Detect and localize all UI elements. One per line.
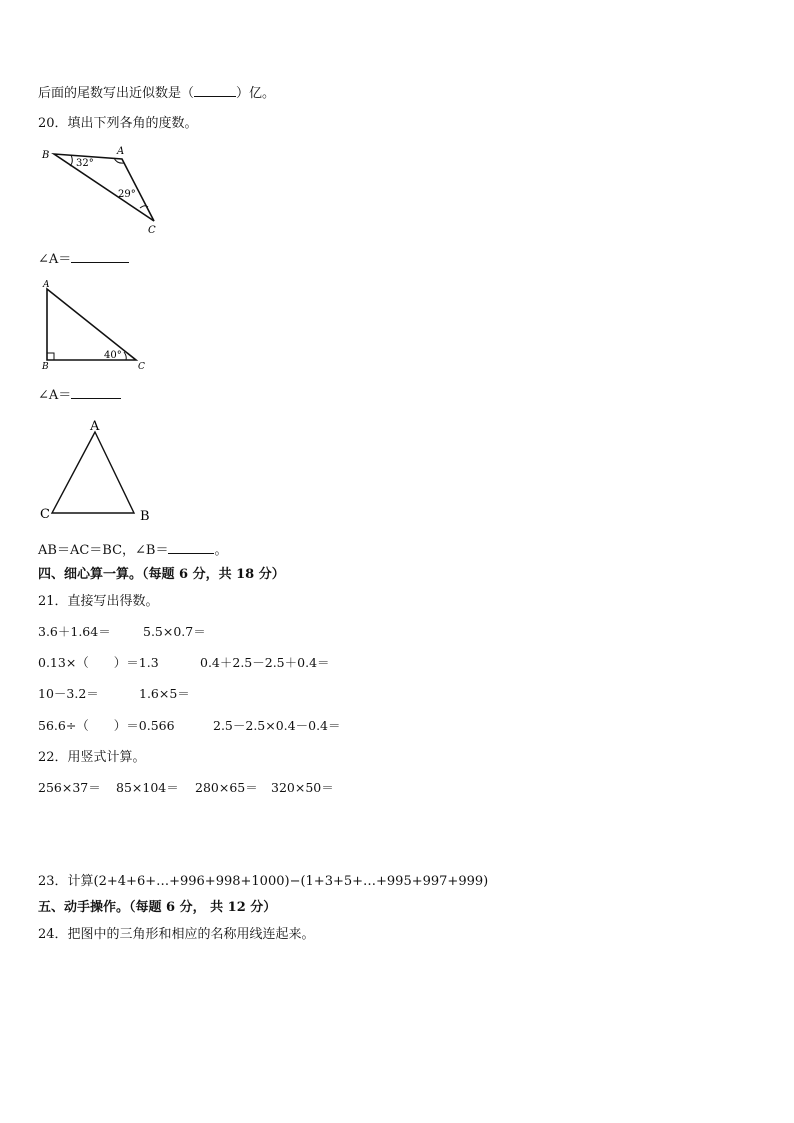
tri3-answer-label: AB＝AC＝BC，∠B＝ <box>38 543 169 558</box>
q24-text: 24．把图中的三角形和相应的名称用线连起来。 <box>38 927 315 942</box>
triangle-1-label-b: B <box>42 150 50 161</box>
triangle-2-label-c: C <box>138 362 145 372</box>
q21-item: 10－3.2＝ <box>38 686 99 701</box>
top-line <box>38 84 275 102</box>
triangle-2-right-angle <box>47 353 54 360</box>
triangle-3-label-b: B <box>140 509 150 524</box>
q22-item: 280×65＝ <box>195 780 258 795</box>
q21-item: 1.6×5＝ <box>139 686 190 701</box>
tri1-answer <box>38 250 129 268</box>
q21-title: 21．直接写出得数。 <box>38 594 159 609</box>
answer-blank[interactable] <box>194 84 236 97</box>
q21-item: 0.4＋2.5－2.5＋0.4＝ <box>200 655 330 670</box>
triangle-2-figure <box>38 280 158 375</box>
triangle-1-angle-b: 32° <box>76 158 94 169</box>
triangle-3-label-c: C <box>40 507 50 522</box>
triangle-3-shape <box>52 432 134 513</box>
triangle-3-label-a: A <box>90 419 100 434</box>
q21-item: 56.6÷（ ）＝0.566 <box>38 718 175 733</box>
triangle-3-figure <box>38 416 158 526</box>
tri2-answer <box>38 386 121 404</box>
triangle-2-label-a: A <box>43 280 50 290</box>
tri2-answer-blank[interactable] <box>71 386 121 399</box>
q21-item: 0.13×（ ）＝1.3 <box>38 655 159 670</box>
top-line-text-after: ）亿。 <box>236 86 276 101</box>
tri2-answer-label: ∠A＝ <box>38 388 72 403</box>
top-line-text-before: 后面的尾数写出近似数是（ <box>38 86 195 101</box>
q21-item: 3.6＋1.64＝ <box>38 624 111 639</box>
section-4-title: 四、细心算一算。（每题 6 分，共 18 分） <box>38 567 285 582</box>
q22-item: 85×104＝ <box>116 780 179 795</box>
q21-item: 2.5－2.5×0.4－0.4＝ <box>213 718 341 733</box>
triangle-1-figure <box>38 142 168 237</box>
triangle-2-angle-c: 40° <box>104 350 122 361</box>
q22-item: 320×50＝ <box>271 780 334 795</box>
triangle-1-shape <box>54 154 154 221</box>
q23-text: 23．计算(2+4+6+…+996+998+1000)−(1+3+5+…+995+997+999) <box>38 874 489 889</box>
triangle-2-arc-c <box>124 352 126 360</box>
tri3-answer-end: 。 <box>214 543 228 558</box>
q21-item: 5.5×0.7＝ <box>143 624 206 639</box>
tri1-answer-blank[interactable] <box>71 250 129 263</box>
triangle-1-label-a: A <box>117 146 125 157</box>
q20-title: 20．填出下列各角的度数。 <box>38 116 198 131</box>
tri1-answer-label: ∠A＝ <box>38 252 72 267</box>
q22-item: 256×37＝ <box>38 780 101 795</box>
triangle-1-label-c: C <box>148 225 156 236</box>
triangle-1-angle-c: 29° <box>118 189 136 200</box>
q22-title: 22．用竖式计算。 <box>38 750 146 765</box>
section-5-title: 五、动手操作。（每题 6 分， 共 12 分） <box>38 900 277 915</box>
triangle-2-label-b: B <box>42 362 49 372</box>
tri3-answer <box>38 541 227 559</box>
triangle-2-shape <box>47 289 136 360</box>
tri3-answer-blank[interactable] <box>168 541 214 554</box>
